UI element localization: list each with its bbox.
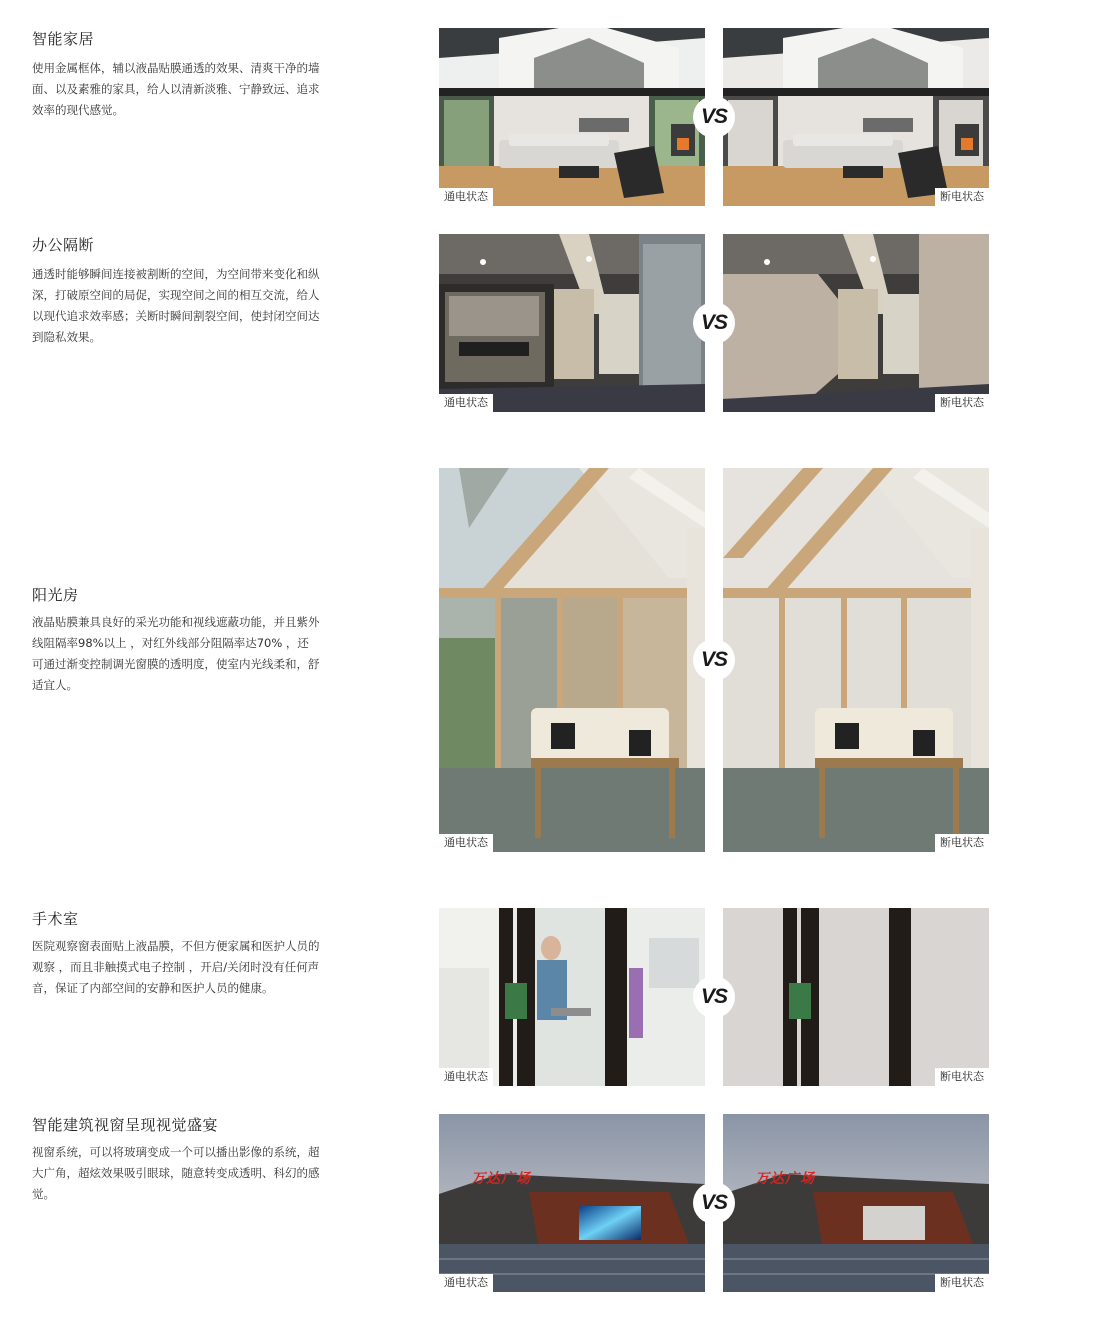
- photo-powered-on: [439, 468, 705, 852]
- photo-powered-off: [723, 1114, 989, 1292]
- loft-living-room-frosted-image: [723, 28, 989, 206]
- powered-on-label: 通电状态: [439, 1274, 493, 1292]
- mall-sign: 万达广场: [755, 1171, 815, 1187]
- mall-sign: 万达广场: [471, 1171, 531, 1187]
- photo-powered-on: [439, 234, 705, 412]
- office-frosted-room-image: [723, 234, 989, 412]
- powered-on-label: 通电状态: [439, 834, 493, 852]
- powered-on-label: 通电状态: [439, 394, 493, 412]
- section-title: 智能家居: [32, 30, 95, 48]
- vs-badge: VS: [693, 639, 735, 681]
- mall-facade-frosted-image: [723, 1114, 989, 1292]
- photo-powered-off: [723, 28, 989, 206]
- section-title: 办公隔断: [32, 236, 95, 254]
- vs-badge: VS: [693, 1182, 735, 1224]
- section-title: 阳光房: [32, 586, 79, 604]
- section-title: 智能建筑视窗呈现视觉盛宴: [32, 1116, 219, 1134]
- powered-off-label: 断电状态: [935, 188, 989, 206]
- section-description: 液晶贴膜兼具良好的采光功能和视线遮蔽功能，并且紫外线阻隔率98%以上 ，对红外线部分阻隔率达70% ，还可通过渐变控制调光窗膜的透明度，使室内光线柔和，舒适宜人。: [32, 615, 320, 692]
- section-description: 视窗系统，可以将玻璃变成一个可以播出影像的系统，超大广角，超炫效果吸引眼球，随意转变成透明、科幻的感觉。: [32, 1145, 320, 1201]
- powered-off-label: 断电状态: [935, 1274, 989, 1292]
- section-smart-home: [0, 28, 1100, 206]
- office-glass-room-image: [439, 234, 705, 412]
- section-description: 医院观察窗表面贴上液晶膜，不但方便家属和医护人员的观察 ，而且非触摸式电子控制 ，开启/关闭时没有任何声音，保证了内部空间的安静和医护人员的健康。: [32, 939, 320, 995]
- powered-on-label: 通电状态: [439, 188, 493, 206]
- operating-room-clear-image: [439, 908, 705, 1086]
- sunroom-clear-image: [439, 468, 705, 852]
- section-description: 使用金属框体，辅以液晶贴膜通透的效果、清爽干净的墙面、以及素雅的家具，给人以清新淡雅、宁静致远、追求效率的现代感觉。: [32, 61, 320, 117]
- section-description: 通透时能够瞬间连接被割断的空间，为空间带来变化和纵深，打破原空间的局促，实现空间之间的相互交流，给人以现代追求效率感；关断时瞬间割裂空间，使封闭空间达到隐私效果。: [32, 267, 320, 344]
- vs-badge: VS: [693, 96, 735, 138]
- powered-off-label: 断电状态: [935, 394, 989, 412]
- photo-powered-on: [439, 28, 705, 206]
- photo-powered-off: [723, 234, 989, 412]
- section-office-partition: [0, 234, 1100, 412]
- vs-badge: VS: [693, 976, 735, 1018]
- photo-powered-on: [439, 908, 705, 1086]
- section-smart-building-window: [0, 1114, 1100, 1292]
- photo-powered-off: [723, 908, 989, 1086]
- powered-off-label: 断电状态: [935, 1068, 989, 1086]
- photo-powered-on: [439, 1114, 705, 1292]
- photo-powered-off: [723, 468, 989, 852]
- powered-on-label: 通电状态: [439, 1068, 493, 1086]
- loft-living-room-image: [439, 28, 705, 206]
- powered-off-label: 断电状态: [935, 834, 989, 852]
- sunroom-frosted-image: [723, 468, 989, 852]
- section-title: 手术室: [32, 910, 79, 928]
- section-operating-room: [0, 908, 1100, 1086]
- section-sunroom: [0, 468, 1100, 852]
- vs-badge: VS: [693, 302, 735, 344]
- operating-room-frosted-image: [723, 908, 989, 1086]
- mall-facade-video-image: [439, 1114, 705, 1292]
